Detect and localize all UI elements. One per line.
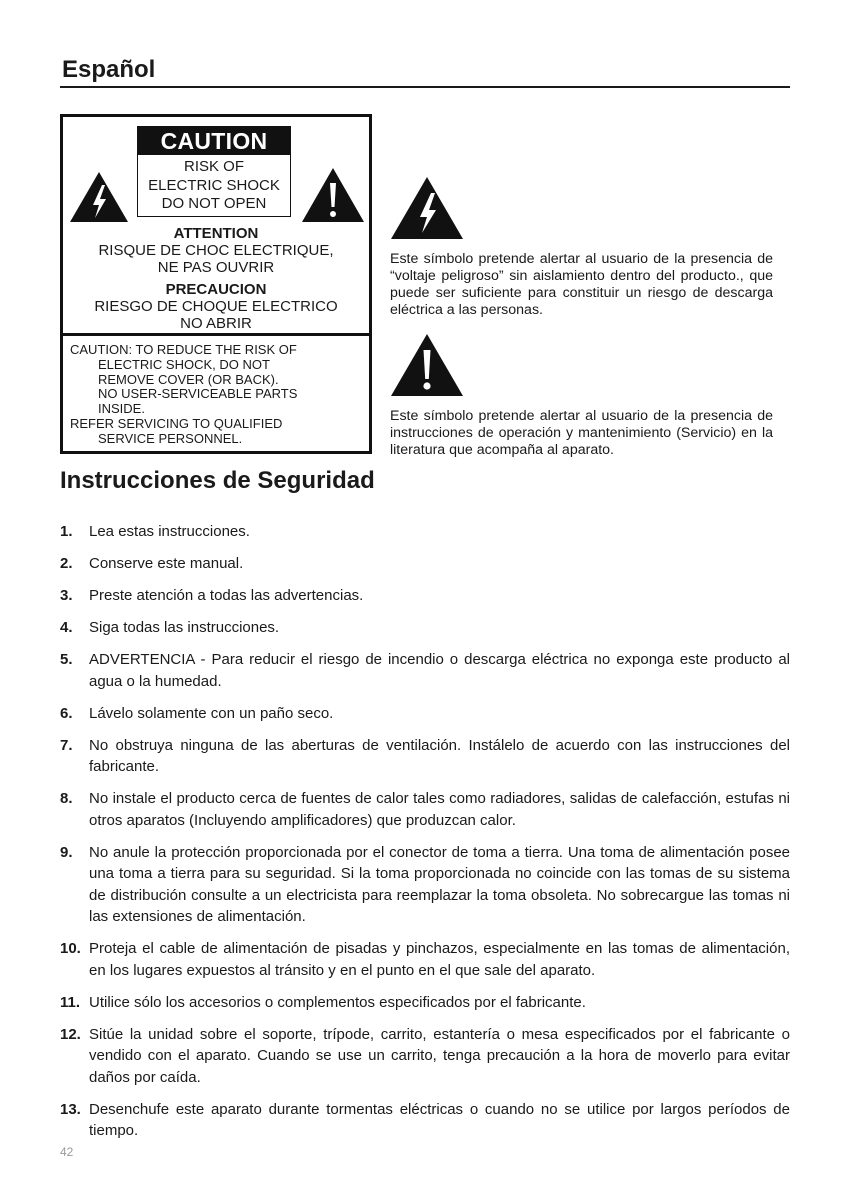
- item-text: Proteja el cable de alimentación de pisadas y pinchazos, especialmente en las tomas de alimentación, en los lugares expuestos al tránsito y en el punto en el que sale del aparato.: [89, 940, 790, 979]
- item-number: 7.: [60, 736, 73, 754]
- item-number: 6.: [60, 704, 73, 722]
- item-text: No instale el producto cerca de fuentes de calor tales como radiadores, salidas de calefacción, estufas ni otros aparatos (Incluyendo amplificadores) que produzcan calor.: [89, 790, 790, 829]
- attention-line: RISQUE DE CHOC ELECTRIQUE,: [98, 242, 334, 259]
- item-number: 9.: [60, 843, 73, 861]
- item-text: Lávelo solamente con un paño seco.: [89, 704, 334, 722]
- exclamation-warning-icon: [301, 167, 365, 223]
- list-item: [60, 585, 790, 607]
- caution-center-line: ELECTRIC SHOCK: [148, 176, 280, 194]
- list-item: [60, 1099, 790, 1142]
- list-item: [60, 788, 790, 831]
- list-item: [60, 1024, 790, 1089]
- caution-notice: [70, 343, 364, 447]
- caution-center-line: DO NOT OPEN: [161, 195, 267, 212]
- caution-notice-line: SERVICE PERSONNEL.: [98, 430, 243, 446]
- caution-label-top: [63, 117, 369, 336]
- list-item: [60, 521, 790, 543]
- item-text: Conserve este manual.: [89, 555, 244, 572]
- attention-line: NE PAS OUVRIR: [157, 259, 275, 276]
- precaucion-line: RIESGO DE CHOQUE ELECTRICO: [94, 298, 338, 315]
- item-text: Lea estas instrucciones.: [89, 523, 250, 540]
- item-text: ADVERTENCIA - Para reducir el riesgo de incendio o descarga eléctrica no exponga este producto al agua o la humedad.: [89, 651, 790, 690]
- list-item: [60, 842, 790, 928]
- exclamation-symbol-explanation: [390, 333, 773, 459]
- lightning-warning-icon: [69, 171, 129, 223]
- header-rule: [60, 86, 790, 88]
- lightning-symbol-text: Este símbolo pretende alertar al usuario de la presencia de “voltaje peligroso” sin aislamiento dentro del producto., que puede ser suficiente para constituir un riesgo de descarga eléctrica a las personas.: [390, 251, 773, 318]
- list-item: [60, 735, 790, 778]
- list-item: [60, 553, 790, 575]
- caution-notice-line: CAUTION: TO REDUCE THE RISK OF: [70, 342, 297, 357]
- attention-heading: ATTENTION: [173, 225, 259, 242]
- instructions-list: [60, 521, 790, 1152]
- item-text: Utilice sólo los accesorios o complementos especificados por el fabricante.: [89, 993, 586, 1011]
- instructions-title: Instrucciones de Seguridad: [60, 467, 375, 494]
- section-title: Español: [62, 56, 156, 83]
- list-item: [60, 617, 790, 639]
- item-text: Desenchufe este aparato durante tormentas eléctricas o cuando no se utilice por largos períodos de tiempo.: [89, 1100, 790, 1139]
- attention-block: [63, 225, 369, 276]
- caution-center-line: RISK OF: [183, 158, 244, 175]
- item-text: No anule la protección proporcionada por el conector de toma a tierra. Una toma de alimentación posee una toma a tierra para su seguridad. Si la toma proporcionada no coincide con las tomas de su sistema de distribución consulte a un electricista para reemplazar la toma obsoleta. No sobrecargue las tomas ni las extensiones de alimentación.: [89, 843, 790, 925]
- item-text: Preste atención a todas las advertencias.: [89, 587, 364, 604]
- item-text: Sitúe la unidad sobre el soporte, trípode, carrito, estantería o mesa especificados por el fabricante o vendido con el aparato. Cuando se use un carrito, tenga precaución a la hora de moverlo para evitar daños por caída.: [89, 1025, 790, 1086]
- precaucion-heading: PRECAUCION: [165, 281, 267, 298]
- page-number: 42: [60, 1145, 74, 1159]
- item-number: 2.: [60, 555, 73, 572]
- precaucion-line: NO ABRIR: [180, 315, 252, 332]
- caution-center-box: [137, 126, 291, 217]
- lightning-warning-icon: [390, 176, 464, 240]
- caution-notice-line: REMOVE COVER (OR BACK).: [98, 371, 279, 387]
- list-item: [60, 992, 790, 1014]
- precaucion-block: [63, 281, 369, 332]
- item-number: 4.: [60, 619, 73, 636]
- item-number: 11.: [60, 993, 81, 1011]
- caution-notice-line: INSIDE.: [98, 401, 145, 417]
- item-number: 13.: [60, 1100, 81, 1118]
- item-text: No obstruya ninguna de las aberturas de ventilación. Instálelo de acuerdo con las instrucciones del fabricante.: [89, 736, 790, 775]
- lightning-symbol-explanation: [390, 176, 773, 319]
- item-number: 12.: [60, 1025, 81, 1043]
- item-number: 5.: [60, 651, 73, 668]
- caution-notice-line: NO USER-SERVICEABLE PARTS: [98, 386, 298, 402]
- caution-notice-line: REFER SERVICING TO QUALIFIED: [70, 415, 283, 431]
- list-item: [60, 703, 790, 725]
- list-item: [60, 938, 790, 981]
- list-item: [60, 649, 790, 692]
- item-number: 3.: [60, 587, 73, 604]
- caution-label: [60, 114, 372, 454]
- item-number: 1.: [60, 523, 73, 540]
- item-number: 10.: [60, 940, 81, 957]
- exclamation-symbol-text: Este símbolo pretende alertar al usuario de la presencia de instrucciones de operación y mantenimiento (Servicio) en la literatura que acompaña al aparato.: [390, 408, 773, 458]
- caution-divider: [63, 333, 369, 336]
- caution-notice-line: ELECTRIC SHOCK, DO NOT: [98, 356, 270, 372]
- caution-header: CAUTION: [138, 127, 290, 155]
- exclamation-warning-icon: [390, 333, 464, 397]
- item-number: 8.: [60, 790, 73, 807]
- item-text: Siga todas las instrucciones.: [89, 619, 280, 636]
